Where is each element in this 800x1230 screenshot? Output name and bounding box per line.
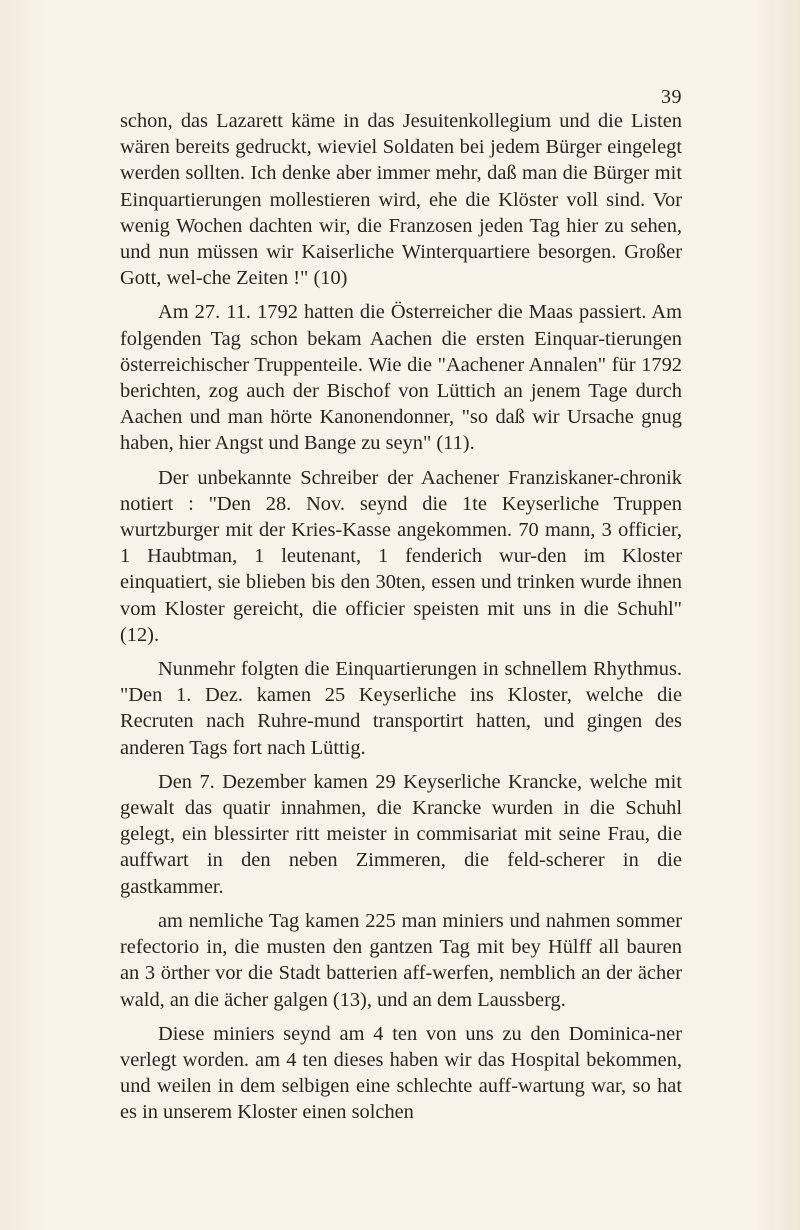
paragraph: Nunmehr folgten die Einquartierungen in schnellem Rhythmus. "Den 1. Dez. kamen 25 Keyserliche ins Kloster, welche die Recruten nach Ruhre-mund transportirt hatten, und gingen des anderen Tags fort nach Lüttig. [120, 658, 682, 759]
paragraph: Den 7. Dezember kamen 29 Keyserliche Krancke, welche mit gewalt das quatir innahmen, die Krancke wurden in die Schuhl gelegt, ein blessirter ritt meister in commisariat mit seine Frau, die auffwart in den neben Zimmeren, die feld-scherer in die gastkammer. [120, 770, 682, 898]
paragraph: Der unbekannte Schreiber der Aachener Franziskaner-chronik notiert : "Den 28. Nov. seynd die 1te Keyserliche Truppen wurtzburger mit der Kries-Kasse angekommen. 70 mann, 3 officier, 1 Haubtman, 1 leutenant, 1 fenderich wur-den im Kloster einquatiert, sie blieben bis den 30ten, essen und trinken wurde ihnen vom Kloster gereicht, die officier speisten mit uns in die Schuhl" (12). [120, 466, 682, 646]
paragraph: schon, das Lazarett käme in das Jesuitenkollegium und die Listen wären bereits gedruckt, wieviel Soldaten bei jedem Bürger eingelegt werden sollten. Ich denke aber immer mehr, daß man die Bürger mit Einquartierungen mollestieren wird, ehe die Klöster voll sind. Vor wenig Wochen dachten wir, die Franzosen jeden Tag hier zu sehen, und nun müssen wir Kaiserliche Winterquartiere besorgen. Großer Gott, wel-che Zeiten !" (10) [120, 110, 682, 290]
paragraph: Am 27. 11. 1792 hatten die Österreicher die Maas passiert. Am folgenden Tag schon bekam Aachen die ersten Einquar-tierungen österreichischer Truppenteile. Wie die "Aachener Annalen" für 1792 berichten, zog auch der Bischof von Lüttich an jenem Tage durch Aachen und man hörte Kanonendonner, "so daß wir Ursache gnug haben, hier Angst und Bange zu seyn" (11). [120, 301, 682, 455]
paragraph: Diese miniers seynd am 4 ten von uns zu den Dominica-ner verlegt worden. am 4 ten dieses haben wir das Hospital bekommen, und weilen in dem selbigen eine schlechte auff-wartung war, so hat es in unserem Kloster einen solchen [120, 1022, 682, 1124]
body-text [120, 108, 682, 1134]
paragraph: am nemliche Tag kamen 225 man miniers und nahmen sommer refectorio in, die musten den gantzen Tag mit bey Hülff all bauren an 3 örther vor die Stadt batterien aff-werfen, nemblich an der ächer wald, an die ächer galgen (13), und an dem Laussberg. [120, 909, 682, 1011]
page-number: 39 [661, 86, 682, 108]
